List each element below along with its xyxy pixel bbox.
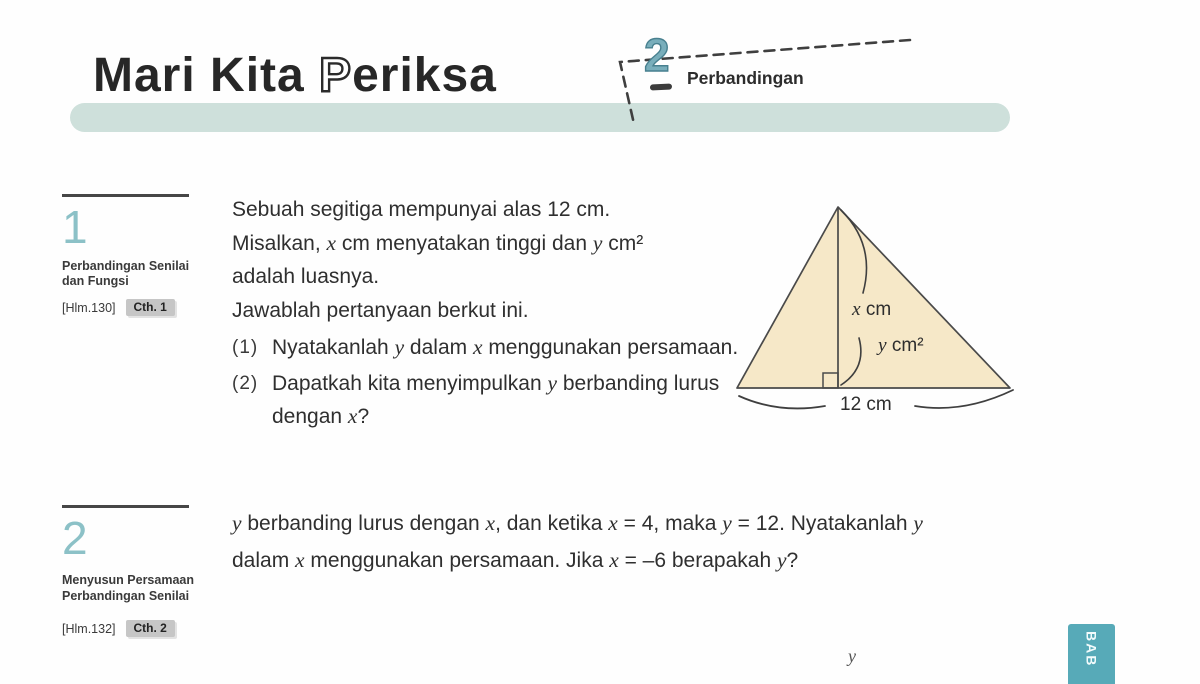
chapter-number-underline xyxy=(650,83,672,90)
section-topic xyxy=(62,572,202,604)
chapter-side-tab xyxy=(1068,624,1115,684)
example-badge: Cth. 1 xyxy=(126,299,175,316)
section-rule xyxy=(62,505,189,508)
triangle-diagram xyxy=(715,193,1035,441)
question-text: Nyatakanlah y dalam x menggunakan persamaan. xyxy=(272,335,739,359)
section-rule xyxy=(62,194,189,197)
problem-1-intro-line: Sebuah segitiga mempunyai alas 12 cm. xyxy=(232,198,611,221)
problem-2-line: y berbanding lurus dengan x, dan ketika x = 4, maka y = 12. Nyatakanlah y xyxy=(232,511,923,535)
problem-1-intro-line: adalah luasnya. xyxy=(232,265,380,288)
base-label: 12 cm xyxy=(840,394,892,415)
section-number: 2 xyxy=(62,512,88,564)
page-title xyxy=(93,48,497,103)
height-label: x cm xyxy=(852,299,892,320)
question-number: (2) xyxy=(232,372,259,394)
title-highlight-bar xyxy=(70,103,1010,132)
chapter-label: Perbandingan xyxy=(687,68,804,88)
area-label: y cm² xyxy=(878,335,924,356)
section-topic-line: Perbandingan Senilai xyxy=(62,589,190,604)
problem-2-text xyxy=(232,505,1052,579)
question-item xyxy=(232,331,752,365)
question-item xyxy=(232,367,752,434)
problem-1-intro-line: Misalkan, x cm menyatakan tinggi dan y cm² xyxy=(232,230,644,255)
question-text: Dapatkah kita menyimpulkan y berbanding lurus dengan x? xyxy=(272,370,720,428)
problem-1-text xyxy=(232,193,752,434)
page-title-suffix: eriksa xyxy=(352,49,497,102)
section-topic-line: Menyusun Persamaan xyxy=(62,573,194,588)
page-reference: [Hlm.130] xyxy=(62,300,116,315)
example-badge: Cth. 2 xyxy=(126,620,175,637)
problem-1-question-list xyxy=(232,331,752,434)
section-refs xyxy=(62,299,202,316)
section-number: 1 xyxy=(62,201,88,253)
chapter-number: 2 xyxy=(644,29,670,81)
section-topic xyxy=(62,259,202,288)
page-title-prefix: Mari Kita xyxy=(93,49,320,102)
next-figure-stray-text: y xyxy=(848,646,856,666)
sidebar-section-2 xyxy=(62,505,202,637)
section-topic-line: dan Fungsi xyxy=(62,273,129,288)
section-refs xyxy=(62,620,202,637)
problem-2-line: dalam x menggunakan persamaan. Jika x = –6 berapakah y? xyxy=(232,548,799,572)
page-reference: [Hlm.132] xyxy=(62,621,116,636)
sidebar-section-1 xyxy=(62,194,202,316)
question-number: (1) xyxy=(232,337,259,358)
section-topic-line: Perbandingan Senilai xyxy=(62,259,190,274)
page-title-outlined-letter: P xyxy=(319,49,353,102)
chapter-side-tab-label: BAB xyxy=(1083,631,1100,668)
problem-1-intro-line: Jawablah pertanyaan berkut ini. xyxy=(232,298,529,322)
